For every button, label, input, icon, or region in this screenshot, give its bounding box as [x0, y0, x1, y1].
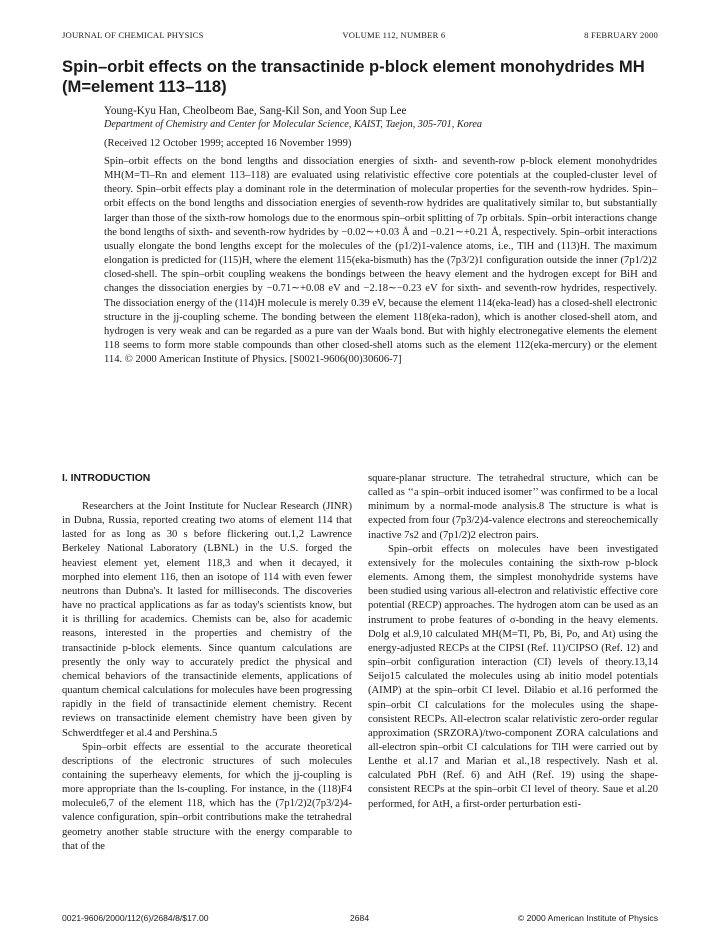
publisher-copyright: © 2000 American Institute of Physics [517, 913, 658, 923]
intro-paragraph-4: Spin–orbit effects on molecules have been investigated extensively for the molecules containing the sixth-row p-block elements. Among them, the simplest monohydride systems have been studied using various all-electron and relativistic effective core potential (RECP) approaches. The hydrogen atom can be used as an instrument to probe features of σ-bonding in the heavy elements. Dolg et al.9,10 calculated MH(M=Tl, Pb, Bi, Po, and At) using the energy-adjusted RECPs at the CIPSI (Ref. 11)/CIPSO (Ref. 12) and spin–orbit configuration interaction (CI) levels of theory.13,14 Seijo15 calculated the molecules using ab initio model potentials (AIMP) at the spin–orbit CI level. Dilabio et al.16 performed the spin–orbit CI calculations for the molecules using the shape-consistent RECPs. All-electron scalar relativistic zero-order regular approximation (SRZORA)/two-component ZORA calculations and all-electron spin–orbit CI calculations for TlH were carried out by Lenthe et al.17 and Marian et al.,18 respectively. Nash et al. calculated PbH (Ref. 6) and AtH (Ref. 19) using the shape-consistent RECPs at the spin–orbit CI level of theory. Saue et al.20 performed, for AtH, a first-order perturbation esti- [368, 543, 658, 810]
abstract [104, 155, 657, 367]
affiliation: Department of Chemistry and Center for Molecular Science, KAIST, Taejon, 305-701, Korea [104, 119, 482, 130]
volume-number: VOLUME 112, NUMBER 6 [342, 30, 446, 40]
section-heading: I. INTRODUCTION [62, 473, 151, 484]
copyright-code: 0021-9606/2000/112(6)/2684/8/$17.00 [62, 913, 209, 923]
left-column [62, 470, 352, 854]
running-header [62, 30, 658, 40]
intro-paragraph-3: square-planar structure. The tetrahedral structure, which can be called as ‘‘a spin–orbit induced isomer’’ was confirmed to be a local minimum by a normal-mode analysis.8 The structure is what is expected from four (7p3/2)4-valence electrons and stereochemically inactive 7s2 and (7p1/2)2 electron pairs. [368, 473, 658, 541]
received-dates: (Received 12 October 1999; accepted 16 November 1999) [104, 138, 352, 149]
journal-name: JOURNAL OF CHEMICAL PHYSICS [62, 30, 204, 40]
author-list: Young-Kyu Han, Cheolbeom Bae, Sang-Kil Son, and Yoon Sup Lee [104, 105, 407, 117]
intro-paragraph-2: Spin–orbit effects are essential to the accurate theoretical descriptions of the electronic structures of such molecules containing the superheavy elements, for which the jj-coupling is more appropriate than the ls-coupling. For instance, in the (118)F4 molecule6,7 of the element 118, which has the (7p1/2)2(7p3/2)4-valence configuration, spin–orbit contributions make the tetrahedral geometry another stable structure with the energy comparable to that of the [62, 741, 352, 852]
right-column [368, 472, 658, 812]
page-number: 2684 [350, 913, 370, 923]
article-title: Spin–orbit effects on the transactinide p-block element monohydrides MH (M=element 113–118) [62, 57, 645, 96]
intro-paragraph-1: Researchers at the Joint Institute for Nuclear Research (JINR) in Dubna, Russia, reported creating two atoms of element 114 that lasted for as long as 30 s before flickering out.1,2 Lawrence Berkeley National Laboratory (LBNL) in the U.S. forged the heaviest element yet, element 118,3 and when it decayed, it morphed into element 116, then an isotope of 114 with even fewer neutrons than Dubna's. It lasted for milliseconds. The discoveries have no practical applications as far as today's scientists know, but it is thrilling for academics. Chemists can be, also for academic reasons, interested in the properties and chemistry of the transactinide p-block elements. Since quantum calculations are presently the only way to accurately predict the physical and chemical behaviors of the transactinide elements, applications of quantum chemical calculations for molecules have been progressing rapidly in the field of transactinide element chemistry. Recent reviews on transactinide element chemistry have been given by Schwerdtfeger et al.4 and Pershina.5 [62, 501, 352, 739]
issue-date: 8 FEBRUARY 2000 [584, 30, 658, 40]
abstract-text: Spin–orbit effects on the bond lengths and dissociation energies of sixth- and seventh-row p-block element monohydrides MH(M=Tl–Rn and element 113–118) are evaluated using relativistic effective core potentials at the coupled-cluster level of theory. Spin–orbit effects play a dominant role in the determination of molecular properties for the seventh-row hydrides. Spin–orbit effects on the bond lengths and dissociation energies of seventh-row hydrides are qualitatively similar to, but substantially larger than those of the sixth-row homologs due to the enormous spin–orbit splitting of 7p orbitals. Spin–orbit interactions change the bond lengths of sixth- and seventh-row hydrides by −0.02∼+0.03 Å and −0.21∼+0.21 Å, respectively. Spin–orbit interactions usually elongate the bond lengths except for the molecules of the (p1/2)1-valence atoms, i.e., TlH and (113)H. The maximum elongation is predicted for (115)H, where the element 115(eka-bismuth) has the (7p3/2)1 configuration outside the inner (7p1/2)2 closed-shell. The spin–orbit coupling weakens the bondings between the heavy element and the hydrogen except for BiH and changes the dissociation energies by −0.71∼+0.08 eV and −2.18∼−0.23 eV for sixth- and seventh-row hydrides, respectively. The dissociation energy of the (114)H molecule is merely 0.39 eV, because the element 114(eka-lead) has a closed-shell electronic structure in the jj-coupling scheme. The bonding between the element 118(eka-radon), which is another closed-shell atom, and hydrogen is very weak and can be regarded as a pure van der Waals bond. But with highly electronegative elements the element 118 seems to form more stable compounds than other closed-shell atoms such as the element 112(eka-mercury) or the element 114. © 2000 American Institute of Physics. [S0021-9606(00)30606-7] [104, 156, 657, 366]
page-footer [62, 913, 658, 923]
